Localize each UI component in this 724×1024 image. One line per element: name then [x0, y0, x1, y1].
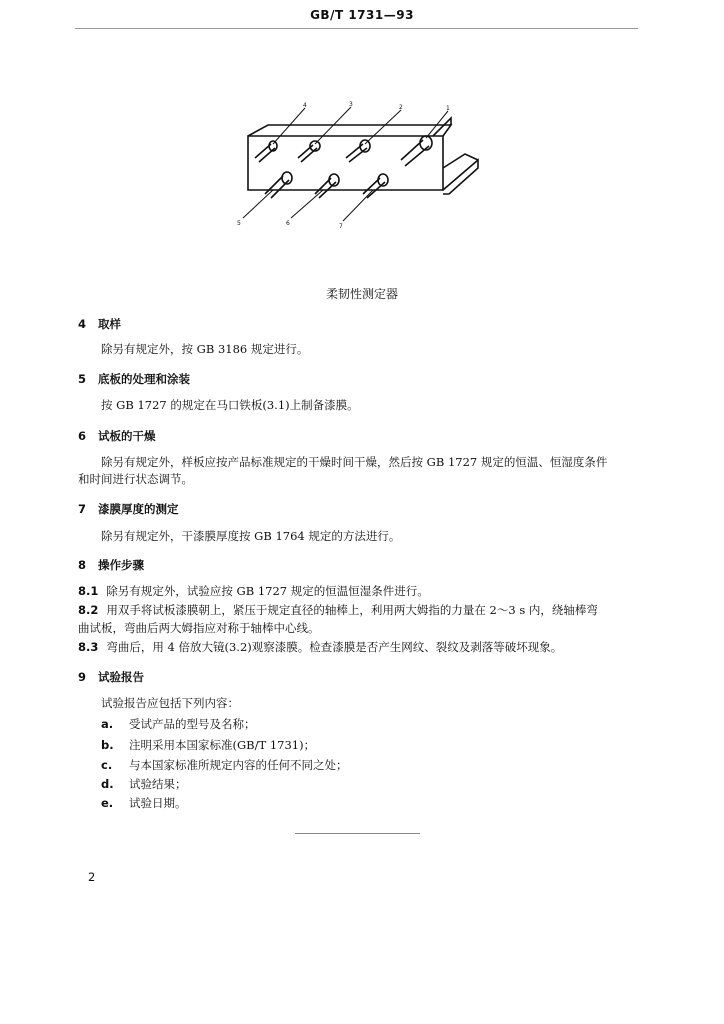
section-number: 9 — [78, 670, 87, 684]
list-text: 与本国家标准所规定内容的任何不同之处； — [129, 758, 348, 772]
section-title: 操作步骤 — [98, 558, 144, 572]
section-number: 7 — [78, 502, 87, 516]
section-number: 4 — [78, 317, 87, 331]
section-title: 底板的处理和涂装 — [98, 372, 190, 386]
section-6-text-line2: 和时间进行状态调节。 — [78, 472, 193, 486]
callout-4: 4 — [303, 102, 307, 109]
clause-8-1 — [78, 582, 641, 600]
section-6-text-line1: 除另有规定外，样板应按产品标准规定的干燥时间干燥，然后按 GB 1727 规定的恒温、恒湿度条件 — [101, 455, 608, 469]
section-5-text: 按 GB 1727 的规定在马口铁板(3.1)上制备漆膜。 — [101, 398, 359, 412]
page-number: 2 — [88, 870, 96, 884]
section-title: 取样 — [98, 317, 121, 331]
section-4-text: 除另有规定外，按 GB 3186 规定进行。 — [101, 342, 309, 356]
clause-8-2-cont: 曲试板，弯曲后两大姆指应对称于轴棒中心线。 — [78, 621, 320, 635]
clause-text: 弯曲后，用 4 倍放大镜(3.2)观察漆膜。检查漆膜是否产生网纹、裂纹及剥落等破坏现象。 — [106, 640, 563, 654]
list-text: 试验结果； — [129, 777, 187, 791]
list-label: c. — [101, 758, 113, 772]
list-label: b. — [101, 738, 114, 752]
list-text: 受试产品的型号及名称； — [129, 717, 256, 731]
callout-3: 3 — [349, 101, 353, 108]
section-9-heading — [78, 669, 144, 685]
section-number: 5 — [78, 372, 87, 386]
clause-number: 8.1 — [78, 584, 99, 598]
flexibility-tester-figure — [233, 98, 483, 233]
section-number: 8 — [78, 558, 87, 572]
list-text: 试验日期。 — [129, 796, 187, 810]
section-7-heading — [78, 501, 179, 517]
clause-8-3 — [78, 638, 641, 656]
header-rule — [75, 28, 638, 29]
clause-number: 8.2 — [78, 603, 99, 617]
section-title: 试板的干燥 — [98, 429, 156, 443]
clause-number: 8.3 — [78, 640, 99, 654]
callout-7: 7 — [339, 223, 343, 230]
list-label: a. — [101, 717, 114, 731]
section-5-heading — [78, 371, 190, 387]
section-title: 漆膜厚度的测定 — [98, 502, 179, 516]
section-8-heading — [78, 557, 144, 573]
list-item — [101, 737, 315, 753]
section-6-heading — [78, 428, 156, 444]
section-9-intro: 试验报告应包括下列内容： — [101, 696, 239, 710]
list-item — [101, 776, 187, 792]
list-label: d. — [101, 777, 114, 791]
callout-6: 6 — [286, 220, 290, 227]
section-4-heading — [78, 316, 121, 332]
callout-1: 1 — [446, 105, 450, 112]
figure-caption: 柔韧性测定器 — [325, 287, 398, 301]
list-item — [101, 716, 256, 732]
list-label: e. — [101, 796, 114, 810]
list-item — [101, 795, 187, 811]
document-header: GB/T 1731—93 — [310, 8, 414, 22]
clause-text: 除另有规定外，试验应按 GB 1727 规定的恒温恒湿条件进行。 — [106, 584, 429, 598]
list-item — [101, 757, 348, 773]
section-title: 试验报告 — [98, 670, 144, 684]
callout-5: 5 — [237, 220, 241, 227]
clause-8-2 — [78, 601, 641, 619]
callout-2: 2 — [399, 104, 403, 111]
section-7-text: 除另有规定外，干漆膜厚度按 GB 1764 规定的方法进行。 — [101, 529, 401, 543]
section-number: 6 — [78, 429, 87, 443]
list-text: 注明采用本国家标准(GB/T 1731)； — [129, 738, 316, 752]
clause-text: 用双手将试板漆膜朝上，紧压于规定直径的轴棒上，利用两大姆指的力量在 2～3 s 内，绕轴棒弯 — [106, 603, 598, 617]
end-rule — [295, 833, 420, 834]
